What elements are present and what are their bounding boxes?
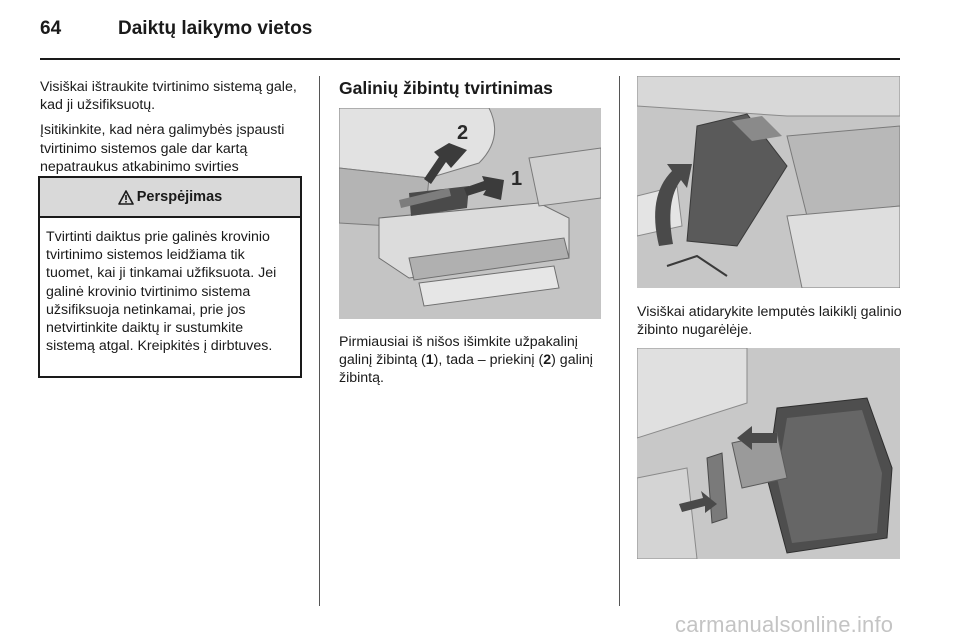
caption-ref-1: 1 <box>425 352 434 369</box>
figure-open-bulb-holder <box>637 76 900 288</box>
rotation-arrow-overlay <box>637 76 900 288</box>
warning-header <box>40 178 300 218</box>
caption-remove-lights: Pirmiausiai iš nišos išimkite užpakalinį galinį žibintą (1), tada – priekinį (2) galinį žibintą. <box>339 334 593 387</box>
figure-tail-lights-removal <box>339 108 601 319</box>
push-arrows-overlay <box>637 348 900 559</box>
page-header <box>40 18 920 52</box>
warning-title: Perspėjimas <box>136 189 223 205</box>
column-divider-1 <box>319 76 320 606</box>
caption-ref-2: 2 <box>543 352 552 369</box>
caption-open-bulb-holder: Visiškai atidarykite lemputės laikiklį galinio žibinto nugarėlėje. <box>637 304 902 339</box>
figure-bulb-holder-detail <box>637 348 900 559</box>
warning-triangle-icon <box>118 190 134 205</box>
figure-label-2: 2 <box>457 122 469 144</box>
warning-box <box>38 176 302 378</box>
column-divider-2 <box>619 76 620 606</box>
figure-label-1: 1 <box>511 168 523 190</box>
watermark: carmanualsonline.info <box>675 612 894 637</box>
page-title: Daiktų laikymo vietos <box>118 18 313 39</box>
arrows-overlay <box>339 108 601 319</box>
section-title: Galinių žibintų tvirtinimas <box>339 78 553 98</box>
page-number: 64 <box>40 18 62 39</box>
paragraph-ensure-locked: Įsitikinkite, kad nėra galimybės įspausti tvirtinimo sistemos gale dar kartą nepatraukus atkabinimo svirties <box>40 122 285 175</box>
paragraph-retract-system: Visiškai ištraukite tvirtinimo sistemą gale, kad ji užsifiksuotų. <box>40 79 297 114</box>
column-1-text <box>40 78 308 183</box>
warning-text: Tvirtinti daiktus prie galinės krovinio tvirtinimo sistemos leidžiama tik tuomet, kai ji tinkamai užfiksuota. Jei galinė krovinio tvirtinimo sistema užsifiksuoja netinkamai, prie jos netvirtinkite daiktų ir sustumkite sistemą atgal. Kreipkitės į dirbtuves. <box>46 229 277 355</box>
header-divider <box>40 58 900 60</box>
